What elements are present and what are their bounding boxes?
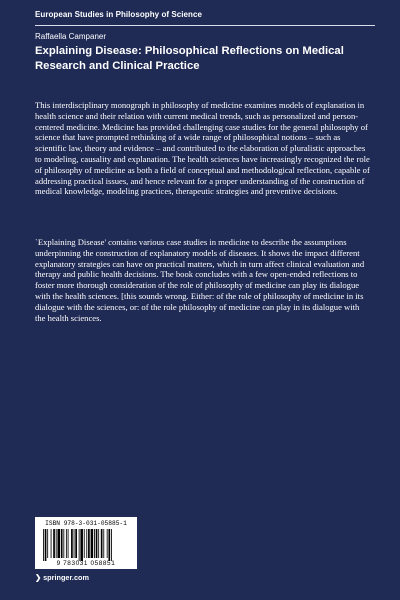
barcode-digits: 9 783031 058851 xyxy=(56,560,116,567)
barcode-stripe xyxy=(56,529,57,558)
barcode-stripe xyxy=(66,529,67,558)
barcode-stripe xyxy=(103,529,104,558)
publisher-name: springer.com xyxy=(43,573,89,582)
barcode-stripe xyxy=(57,529,60,558)
barcode-stripe xyxy=(53,529,55,558)
barcode-stripe xyxy=(51,529,52,558)
blurb-paragraph-2: `Explaining Disease' contains various case studies in medicine to describe the assumptions underpinning the construction of explanatory models of diseases. It shows the impact different explanatory strategies can have on practical matters, which in turn affect clinical evaluation and therapy and public health decisions. The book concludes with a few open-ended reflections to foster more thorough consideration of the role of philosophy of medicine can play its dialogue with the health sciences. [this sounds wrong. Either: of the role of philosophy of medicine in its dialogue with the sciences, or: of the role philosophy of medicine can play in its dialogue with the health sciences. xyxy=(35,237,365,323)
barcode-stripe xyxy=(86,529,87,558)
blurb-paragraph-1: This interdisciplinary monograph in philosophy of medicine examines models of explanation in health science and their relation with current medical trends, such as personalized and person-centered medicine. Medicine has provided challenging case studies for the general philosophy of science that have prompted rethinking of a wide range of philosophical notions – such as scientific law, theory and evidence – and contributed to the elaboration of pluralistic approaches to modeling, causality and explanation. The health sciences have increasingly recognized the role of philosophy of medicine as both a field of conceptual and methodological reflection, capable of addressing practical issues, and hence relevant for a proper understanding of the construction of medical knowledge, modeling practices, therapeutic strategies and preventive decisions. xyxy=(35,100,370,197)
barcode-stripe xyxy=(101,529,103,558)
author-name: Raffaella Campaner xyxy=(35,32,107,41)
barcode-stripe xyxy=(88,529,90,558)
barcode-stripe xyxy=(75,529,77,558)
barcode-stripe xyxy=(111,529,112,561)
barcode-stripe xyxy=(94,529,95,558)
barcode-stripe xyxy=(74,529,75,558)
book-title: Explaining Disease: Philosophical Reflections on Medical Research and Clinical Practice xyxy=(35,45,344,72)
barcode-stripe xyxy=(98,529,99,558)
barcode-bars xyxy=(43,529,129,561)
barcode-stripe xyxy=(107,529,108,558)
barcode-stripe xyxy=(108,529,110,561)
barcode-stripe xyxy=(91,529,94,558)
barcode-stripe xyxy=(47,529,48,558)
barcode-stripe xyxy=(43,529,44,561)
barcode-stripe xyxy=(63,529,64,558)
divider xyxy=(35,25,375,26)
publisher-link[interactable] xyxy=(35,573,89,582)
barcode xyxy=(35,517,137,569)
barcode-stripe xyxy=(61,529,63,558)
chevron-right-icon: ❯ xyxy=(35,573,42,582)
barcode-stripe xyxy=(68,529,69,558)
barcode-stripe xyxy=(96,529,98,558)
barcode-stripe xyxy=(79,529,80,561)
barcode-stripe xyxy=(45,529,47,561)
isbn-label: ISBN 978-3-031-05885-1 xyxy=(45,520,127,527)
barcode-stripe xyxy=(71,529,73,558)
barcode-stripe xyxy=(80,529,83,561)
barcode-stripe xyxy=(84,529,85,558)
series-name: European Studies in Philosophy of Science xyxy=(35,10,202,19)
